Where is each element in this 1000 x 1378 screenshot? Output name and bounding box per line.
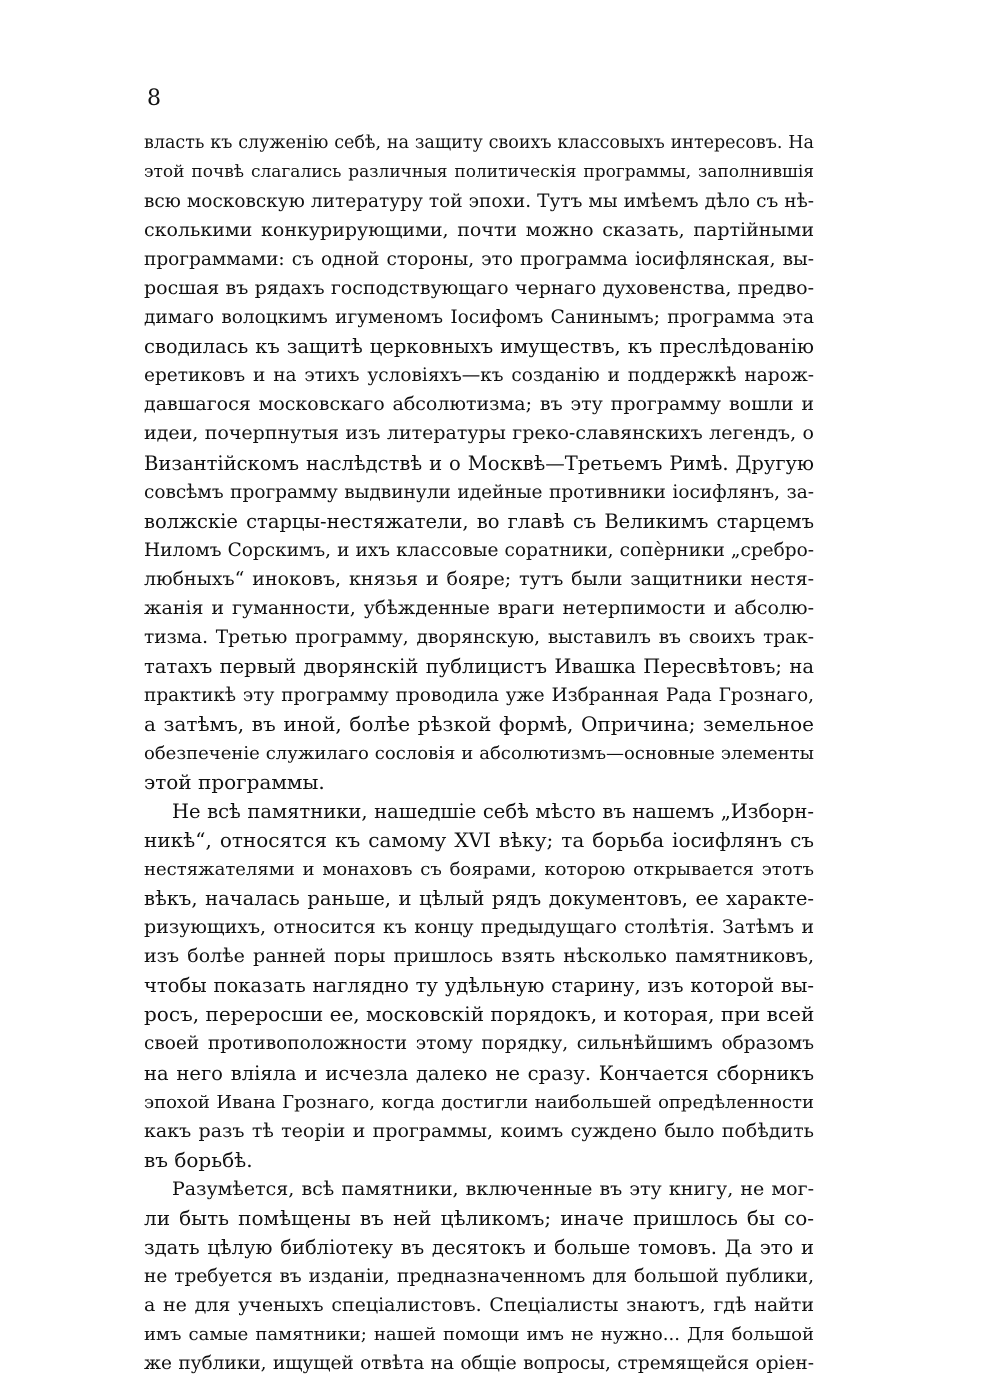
- text-line: а затѣмъ, въ иной, болѣе рѣзкой формѣ, Опричина; земельное: [144, 711, 814, 736]
- text-line: Ниломъ Сорскимъ, и ихъ классовые соратники, сопѐрники „сребро-: [144, 539, 814, 561]
- text-line: всю московскую литературу той эпохи. Тутъ мы имѣемъ дѣло съ нѣ-: [144, 191, 814, 213]
- body-text: [144, 129, 814, 1378]
- text-line: татахъ первый дворянскій публицистъ Ивашка Пересвѣтовъ; на: [144, 654, 814, 678]
- text-line: Византійскомъ наслѣдствѣ и о Москвѣ—Третьемъ Римѣ. Другую: [144, 451, 814, 475]
- page-number: 8: [147, 86, 161, 111]
- text-line: ли быть помѣщены въ ней цѣликомъ; иначе пришлось бы со-: [144, 1205, 814, 1230]
- text-line: никѣ“, относятся къ самому XVI вѣку; та борьба іосифлянъ съ: [144, 828, 814, 853]
- text-line: еретиковъ и на этихъ условіяхъ—къ созданію и поддержкѣ нарож-: [144, 365, 814, 387]
- text-line: этой программы.: [144, 770, 325, 795]
- text-line: чтобы показать наглядно ту удѣльную старину, изъ которой вы-: [144, 974, 814, 998]
- text-line: тизма. Третью программу, дворянскую, выставилъ въ своихъ трак-: [144, 626, 814, 648]
- text-line: въ борьбѣ.: [144, 1147, 253, 1172]
- paragraph-start-line: Разумѣется, всѣ памятники, включенные въ эту книгу, не мог-: [172, 1177, 814, 1200]
- text-line: димаго волоцкимъ игуменомъ Іосифомъ Санинымъ; программа эта: [144, 307, 814, 329]
- text-line: росшая въ рядахъ господствующаго чернаго духовенства, предво-: [144, 277, 814, 300]
- text-line: своей противоположности этому порядку, сильнѣйшимъ образомъ: [144, 1033, 814, 1055]
- text-line: давшагося московскаго абсолютизма; въ эту программу вошли и: [144, 393, 814, 416]
- text-line: власть къ служенію себѣ, на защиту своихъ классовыхъ интересовъ. На: [144, 133, 814, 153]
- text-line: любныхъ“ иноковъ, князья и бояре; тутъ были защитники нестя-: [144, 567, 814, 590]
- text-line: на него вліяла и исчезла далеко не сразу. Кончается сборникъ: [144, 1061, 814, 1085]
- text-line: обезпеченіе служилаго сословія и абсолютизмъ—основные элементы: [144, 742, 814, 764]
- paragraph-start-line: Не всѣ памятники, нашедшіе себѣ мѣсто въ нашемъ „Изборн-: [172, 800, 814, 824]
- text-line: жанія и гуманности, убѣжденные враги нетерпимости и абсолю-: [144, 596, 814, 619]
- text-line: идеи, почерпнутыя изъ литературы греко-славянскихъ легендъ, о: [144, 422, 814, 445]
- text-line: росъ, переросши ее, московскій порядокъ, и которая, при всей: [144, 1002, 815, 1027]
- text-line: сколькими конкурирующими, почти можно сказать, партійными: [144, 219, 814, 242]
- text-line: совсѣмъ программу выдвинули идейные противники іосифлянъ, за-: [144, 481, 814, 503]
- text-line: же публики, ищущей отвѣта на общіе вопросы, стремящейся оріен-: [144, 1352, 814, 1374]
- text-line: программами: съ одной стороны, это программа іосифлянская, вы-: [144, 249, 814, 271]
- text-line: нестяжателями и монаховъ съ боярами, которою открывается этотъ: [144, 859, 814, 881]
- text-line: ризующихъ, относится къ концу предыдущаго столѣтія. Затѣмъ и: [144, 916, 814, 939]
- text-line: здать цѣлую библіотеку въ десятокъ и больше томовъ. Да это и: [144, 1235, 814, 1259]
- text-line: сводилась къ защитѣ церковныхъ имуществъ, къ преслѣдованію: [144, 335, 814, 359]
- text-line: волжскіе старцы-нестяжатели, во главѣ съ Великимъ старцемъ: [144, 509, 814, 533]
- text-line: этой почвѣ слагались различныя политическія программы, заполнившія: [144, 162, 814, 183]
- text-line: эпохой Ивана Грознаго, когда достигли наибольшей опредѣленности: [144, 1091, 814, 1113]
- text-line: какъ разъ тѣ теоріи и программы, коимъ суждено было побѣдить: [144, 1119, 814, 1142]
- text-line: изъ болѣе ранней поры пришлось взять нѣсколько памятниковъ,: [144, 945, 814, 968]
- text-line: а не для ученыхъ спеціалистовъ. Спеціалисты знаютъ, гдѣ найти: [144, 1293, 814, 1316]
- text-line: имъ самые памятники; нашей помощи имъ не нужно... Для большой: [144, 1323, 814, 1345]
- text-line: вѣкъ, началась раньше, и цѣлый рядъ документовъ, ее характе-: [144, 887, 814, 911]
- text-line: не требуется въ изданіи, предназначенномъ для большой публики,: [144, 1265, 814, 1287]
- text-line: практикѣ эту программу проводила уже Избранная Рада Грознаго,: [144, 684, 814, 706]
